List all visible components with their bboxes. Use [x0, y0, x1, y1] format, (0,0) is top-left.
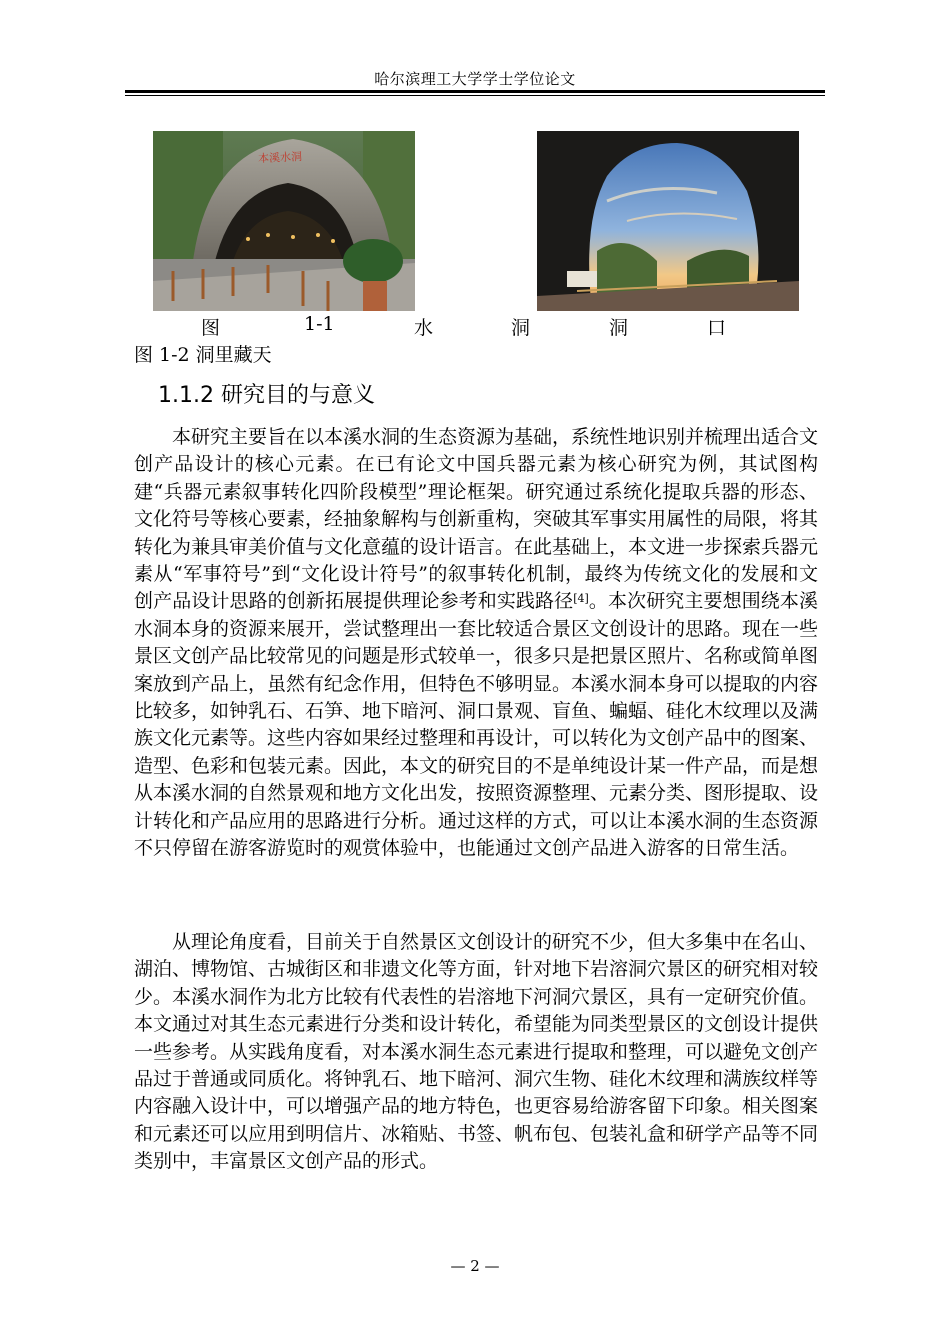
- caption-char: 水: [414, 317, 434, 339]
- cave-view-photo: [537, 131, 799, 311]
- cave-entrance-photo: [153, 131, 415, 311]
- running-header: 哈尔滨理工大学学士学位论文: [374, 70, 576, 88]
- figure-caption-1: [134, 313, 824, 339]
- paragraph-text: 。本次研究主要想围绕本溪水洞本身的资源来展开，尝试整理出一套比较适合景区文创设计的思路。现在一些景区文创产品比较常见的问题是形式较单一，很多只是把景区照片、名称或简单图案放到产品上，虽然有纪念作用，但特色不够明显。本溪水洞本身可以提取的内容比较多，如钟乳石、石笋、地下暗河、洞口景观、盲鱼、蝙蝠、硅化木纹理以及满族文化元素等。这些内容如果经过整理和再设计，可以转化为文创产品中的图案、造型、色彩和包装元素。因此，本文的研究目的不是单纯设计某一件产品，而是想从本溪水洞的自然景观和地方文化出发，按照资源整理、元素分类、图形提取、设计转化和产品应用的思路进行分析。通过这样的方式，可以让本溪水洞的生态资源不只停留在游客游览时的观赏体验中，也能通过文创产品进入游客的日常生活。: [134, 590, 819, 860]
- body-paragraph-1: [134, 424, 818, 863]
- caption-char: 洞: [511, 317, 531, 339]
- citation-reference[interactable]: [4]: [573, 592, 589, 606]
- section-heading: 1.1.2 研究目的与意义: [158, 383, 375, 408]
- header-rule-thick: [125, 90, 825, 93]
- caption-char: 1-1: [304, 313, 335, 335]
- caption-char: 口: [707, 317, 727, 339]
- header-rule-thin: [125, 95, 825, 96]
- caption-char: 洞: [609, 317, 629, 339]
- cave-carving: 本溪水洞: [257, 150, 303, 166]
- body-paragraph-2: 从理论角度看，目前关于自然景区文创设计的研究不少，但大多集中在名山、湖泊、博物馆、古城街区和非遗文化等方面，针对地下岩溶洞穴景区的研究相对较少。本溪水洞作为北方比较有代表性的岩溶地下河洞穴景区，具有一定研究价值。本文通过对其生态元素进行分类和设计转化，希望能为同类型景区的文创设计提供一些参考。从实践角度看，对本溪水洞生态元素进行提取和整理，可以避免文创产品过于普通或同质化。将钟乳石、地下暗河、洞穴生物、硅化木纹理和满族纹样等内容融入设计中，可以增强产品的地方特色，也更容易给游客留下印象。相关图案和元素还可以应用到明信片、冰箱贴、书签、帆布包、包装礼盒和研学产品等不同类别中，丰富景区文创产品的形式。: [134, 931, 819, 1173]
- figure-caption-2: 图 1-2 洞里藏天: [134, 344, 272, 366]
- paragraph-text: 本研究主要旨在以本溪水洞的生态资源为基础，系统性地识别并梳理出适合文创产品设计的核心元素。在已有论文中国兵器元素为核心研究为例，其试图构建“兵器元素叙事转化四阶段模型”理论框架。研究通过系统化提取兵器的形态、文化符号等核心要素，经抽象解构与创新重构，突破其军事实用属性的局限，将其转化为兼具审美价值与文化意蕴的设计语言。在此基础上，本文进一步探索兵器元素从“军事符号”到“文化设计符号”的叙事转化机制，最终为传统文化的发展和文创产品设计思路的创新拓展提供理论参考和实践路径: [134, 426, 819, 613]
- page-number: — 2 —: [450, 1257, 500, 1275]
- caption-char: 图: [201, 317, 221, 339]
